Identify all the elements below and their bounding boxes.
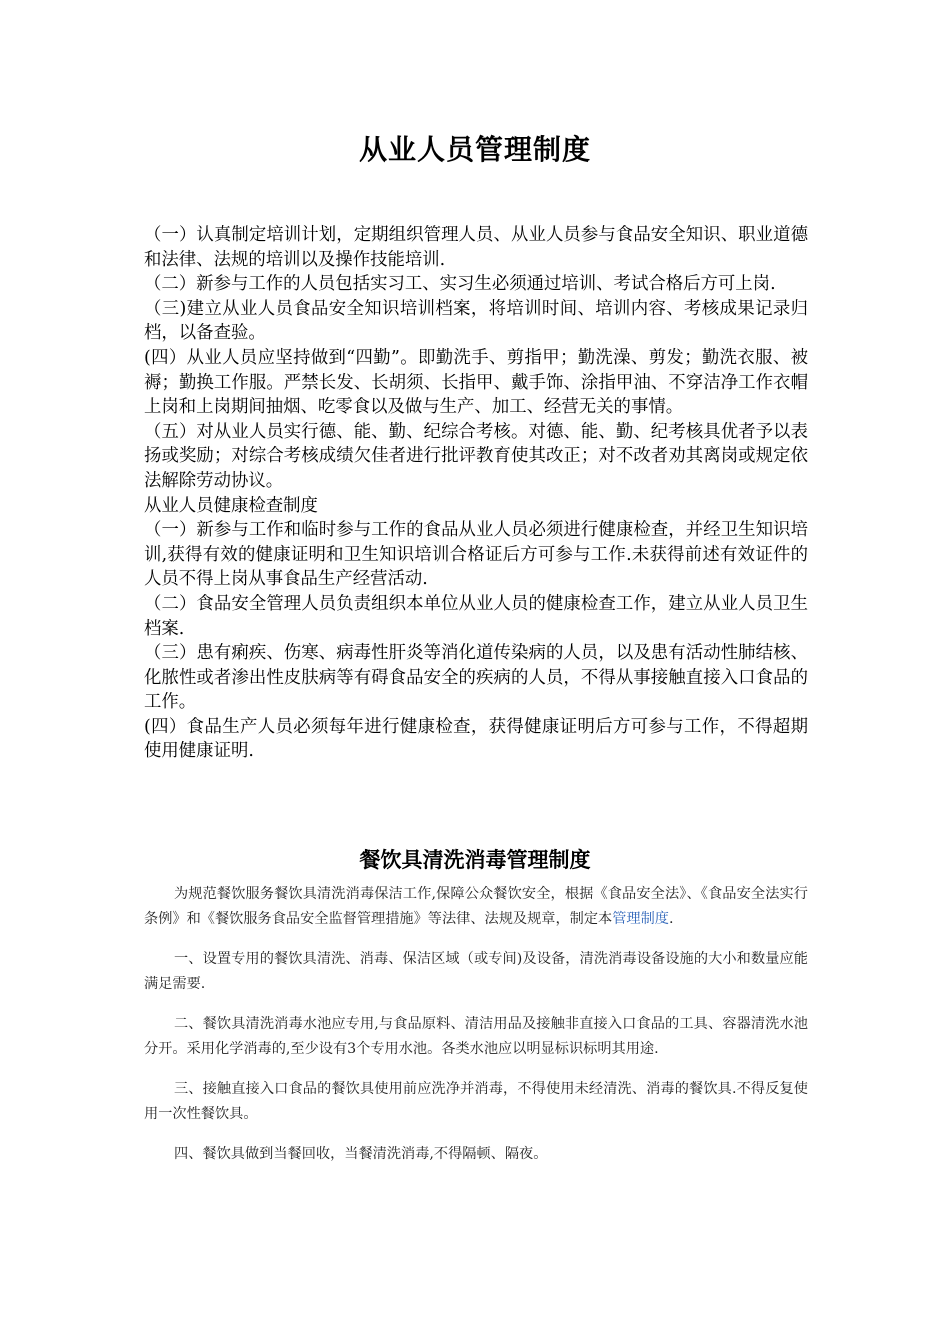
paragraph: 三、接触直接入口食品的餐饮具使用前应洗净并消毒，不得使用未经清洗、消毒的餐饮具.不得反复使用一次性餐饮具。	[144, 1081, 808, 1122]
intro-text: 为规范餐饮服务餐饮具清洗消毒保洁工作,保障公众餐饮安全，根据《食品安全法》、《食品安全法实行条例》和《餐饮服务食品安全监督管理措施》等法律、法规及规章，制定本	[144, 886, 808, 927]
paragraph: （一）认真制定培训计划，定期组织管理人员、从业人员参与食品安全知识、职业道德和法律、法规的培训以及操作技能培训.	[144, 225, 808, 270]
paragraph: （二）食品安全管理人员负责组织本单位从业人员的健康检查工作，建立从业人员卫生档案.	[144, 593, 808, 639]
paragraph: (四）食品生产人员必须每年进行健康检查，获得健康证明后方可参与工作，不得超期使用健康证明.	[144, 716, 808, 762]
paragraph: 二、餐饮具清洗消毒水池应专用,与食品原料、清洁用品及接触非直接入口食品的工具、容器清洗水池分开。采用化学消毒的,至少设有3个专用水池。各类水池应以明显标识标明其用途.	[144, 1016, 808, 1057]
paragraph: （一）新参与工作和临时参与工作的食品从业人员必须进行健康检查，并经卫生知识培训,获得有效的健康证明和卫生知识培训合格证后方可参与工作.未获得前述有效证件的人员不得上岗从事食品生产经营活动.	[144, 520, 808, 590]
intro-paragraph	[144, 882, 808, 932]
paragraph: （三）患有痢疾、伤寒、病毒性肝炎等消化道传染病的人员，以及患有活动性肺结核、化脓性或者渗出性皮肤病等有碍食品安全的疾病的人员，不得从事接触直接入口食品的工作。	[144, 643, 808, 713]
document-title: 从业人员管理制度	[358, 133, 591, 166]
paragraph: （二）新参与工作的人员包括实习工、实习生必须通过培训、考试合格后方可上岗.	[144, 274, 776, 295]
section-title: 餐饮具清洗消毒管理制度	[359, 848, 591, 872]
intro-end: .	[668, 911, 674, 927]
management-system-link[interactable]: 管理制度	[612, 911, 669, 927]
tableware-disinfection-section	[144, 882, 808, 1182]
staff-management-section	[144, 223, 808, 764]
paragraph: (四）从业人员应坚持做到“四勤”。即勤洗手、剪指甲；勤洗澡、剪发；勤洗衣服、被褥；勤换工作服。严禁长发、长胡须、长指甲、戴手饰、涂指甲油、不穿洁净工作衣帽上岗和上岗期间抽烟、吃零食以及做与生产、加工、经营无关的事情。	[144, 347, 808, 418]
paragraph: （三)建立从业人员食品安全知识培训档案，将培训时间、培训内容、考核成果记录归档，以备查验。	[144, 298, 808, 344]
paragraph: 一、设置专用的餐饮具清洗、消毒、保洁区域（或专间)及设备，清洗消毒设备设施的大小和数量应能满足需要.	[144, 951, 808, 992]
subheading: 从业人员健康检查制度	[144, 495, 318, 516]
paragraph: 四、餐饮具做到当餐回收，当餐清洗消毒,不得隔顿、隔夜。	[174, 1146, 548, 1162]
paragraph: （五）对从业人员实行德、能、勤、纪综合考核。对德、能、勤、纪考核具优者予以表扬或奖励；对综合考核成绩欠佳者进行批评教育使其改正；对不改者劝其离岗或规定依法解除劳动协议。	[144, 421, 808, 491]
